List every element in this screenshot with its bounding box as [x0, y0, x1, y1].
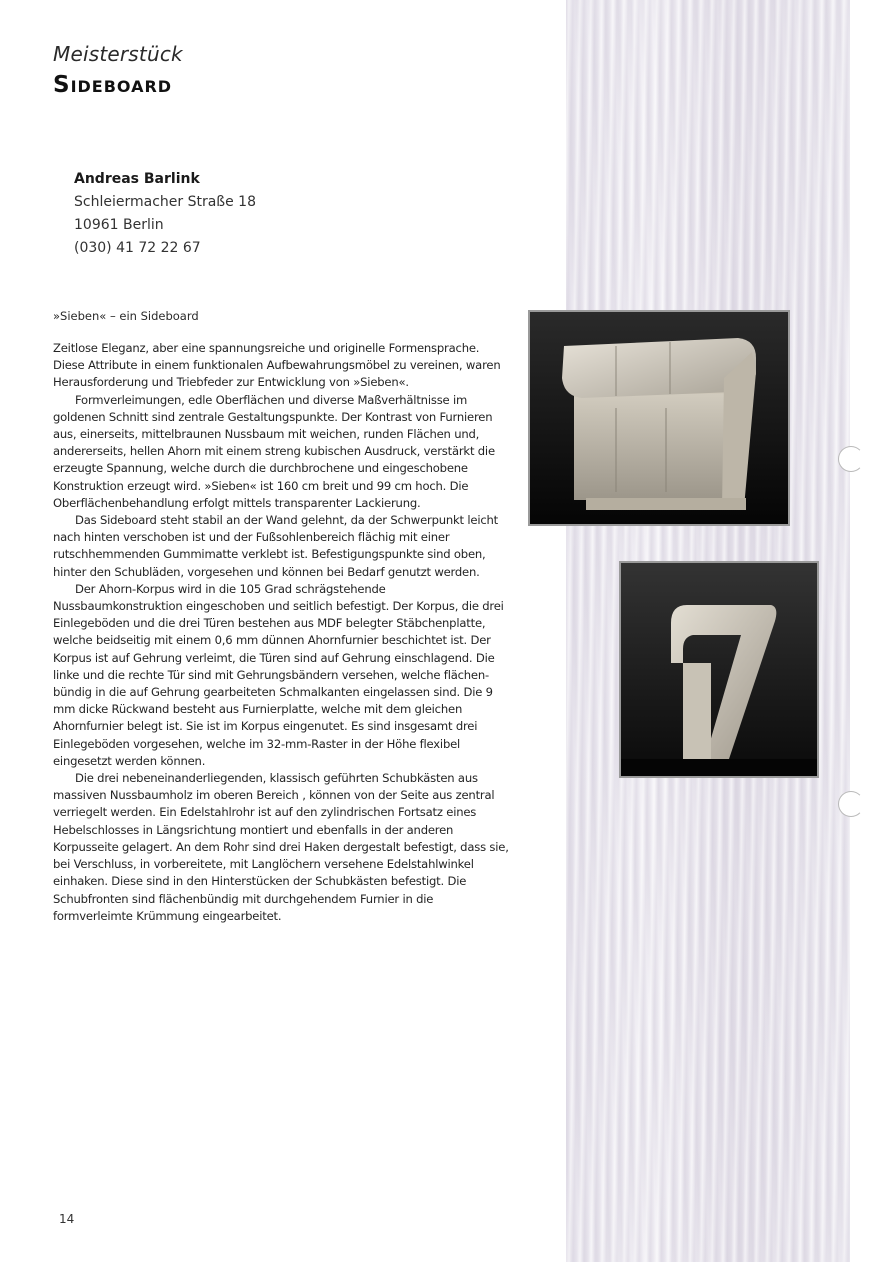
paragraph-4: Der Ahorn-Korpus wird in die 105 Grad schrägstehende Nussbaumkonstruktion eingeschoben und seitlich befestigt. Der Korpus, die drei Einlegeböden und die drei Türen bestehen aus MDF belegter Stäbchenplatte, welche beidseitig mit einem 0,6 mm dünnen Ahornfurnier beschichtet ist. Der Korpus ist auf Gehrung verleimt, die Türen sind auf Gehrung einschlagend. Die linke und die rechte Tür sind mit Gehrungsbändern versehen, welche flächen-bündig in die auf Gehrung gearbeiteten Schmalkanten eingelassen sind. Die 9 mm dicke Rückwand besteht aus Furnierplatte, welche mit dem gleichen Ahornfurnier belegt ist. Sie ist im Korpus eingenutet. Es sind insgesamt drei Einlegeböden vorgesehen, welche im 32-mm-Raster in der Höhe flexibel eingesetzt werden können. — [53, 581, 504, 768]
punch-hole-bottom — [838, 791, 864, 817]
author-city: 10961 Berlin — [74, 217, 164, 233]
author-phone: (030) 41 72 22 67 — [74, 240, 201, 256]
paragraph-5: Die drei nebeneinanderliegenden, klassisch geführten Schubkästen aus massiven Nussbaumholz im oberen Bereich , können von der Seite aus zentral verriegelt werden. Ein Edelstahlrohr ist auf den zylindrischen Fortsatz eines Hebelschlosses in Längsrichtung montiert und ebenfalls in der anderen Korpusseite gelagert. An dem Rohr sind drei Haken dergestalt befestigt, dass sie, bei Verschluss, in vorbereitete, mit Langlöchern versehene Edelstahlwinkel einhaken. Diese sind in den Hinterstücken der Schubkästen befestigt. Die Schubfronten sind flächenbündig mit durchgehendem Furnier in die formverleimte Krümmung eingearbeitet. — [53, 771, 509, 923]
paragraph-1: Zeitlose Eleganz, aber eine spannungsreiche und originelle Formensprache. Diese Attribute in einem funktionalen Aufbewahrungsmöbel zu vereinen, waren Herausforderung und Triebfeder zur Entwicklung von »Sieben«. — [53, 341, 501, 390]
sideboard-photo — [528, 310, 790, 526]
author-block — [74, 168, 256, 260]
article-subtitle: »Sieben« – ein Sideboard — [53, 309, 199, 323]
page-title: Sideboard — [53, 72, 173, 98]
punch-hole-top — [838, 446, 864, 472]
page-number: 14 — [59, 1212, 75, 1226]
page-margin — [850, 0, 892, 1262]
article-body — [53, 340, 509, 925]
header-kicker: Meisterstück — [53, 42, 183, 66]
paragraph-2: Formverleimungen, edle Oberflächen und diverse Maßverhältnisse im goldenen Schnitt sind zentrale Gestaltungspunkte. Der Kontrast von Furnieren aus, einerseits, mittelbraunen Nussbaum mit weichen, runden Flächen und, andererseits, hellen Ahorn mit einem streng kubischen Ausdruck, verstärkt die erzeugte Spannung, welche durch die durchbrochene und eingeschobene Konstruktion erzeugt wird. »Sieben« ist 160 cm breit und 99 cm hoch. Die Oberflächenbehandlung erfolgt mittels transparenter Lackierung. — [53, 392, 495, 510]
paragraph-3: Das Sideboard steht stabil an der Wand gelehnt, da der Schwerpunkt leicht nach hinten verschoben ist und der Fußsohlenbereich flächig mit einer rutschhemmenden Gummimatte verklebt ist. Befestigungspunkte sind oben, hinter den Schubläden, vorgesehen und können bei Bedarf genutzt werden. — [53, 513, 499, 579]
author-name: Andreas Barlink — [74, 171, 200, 187]
author-street: Schleiermacher Straße 18 — [74, 194, 256, 210]
seven-model-photo — [619, 561, 819, 778]
